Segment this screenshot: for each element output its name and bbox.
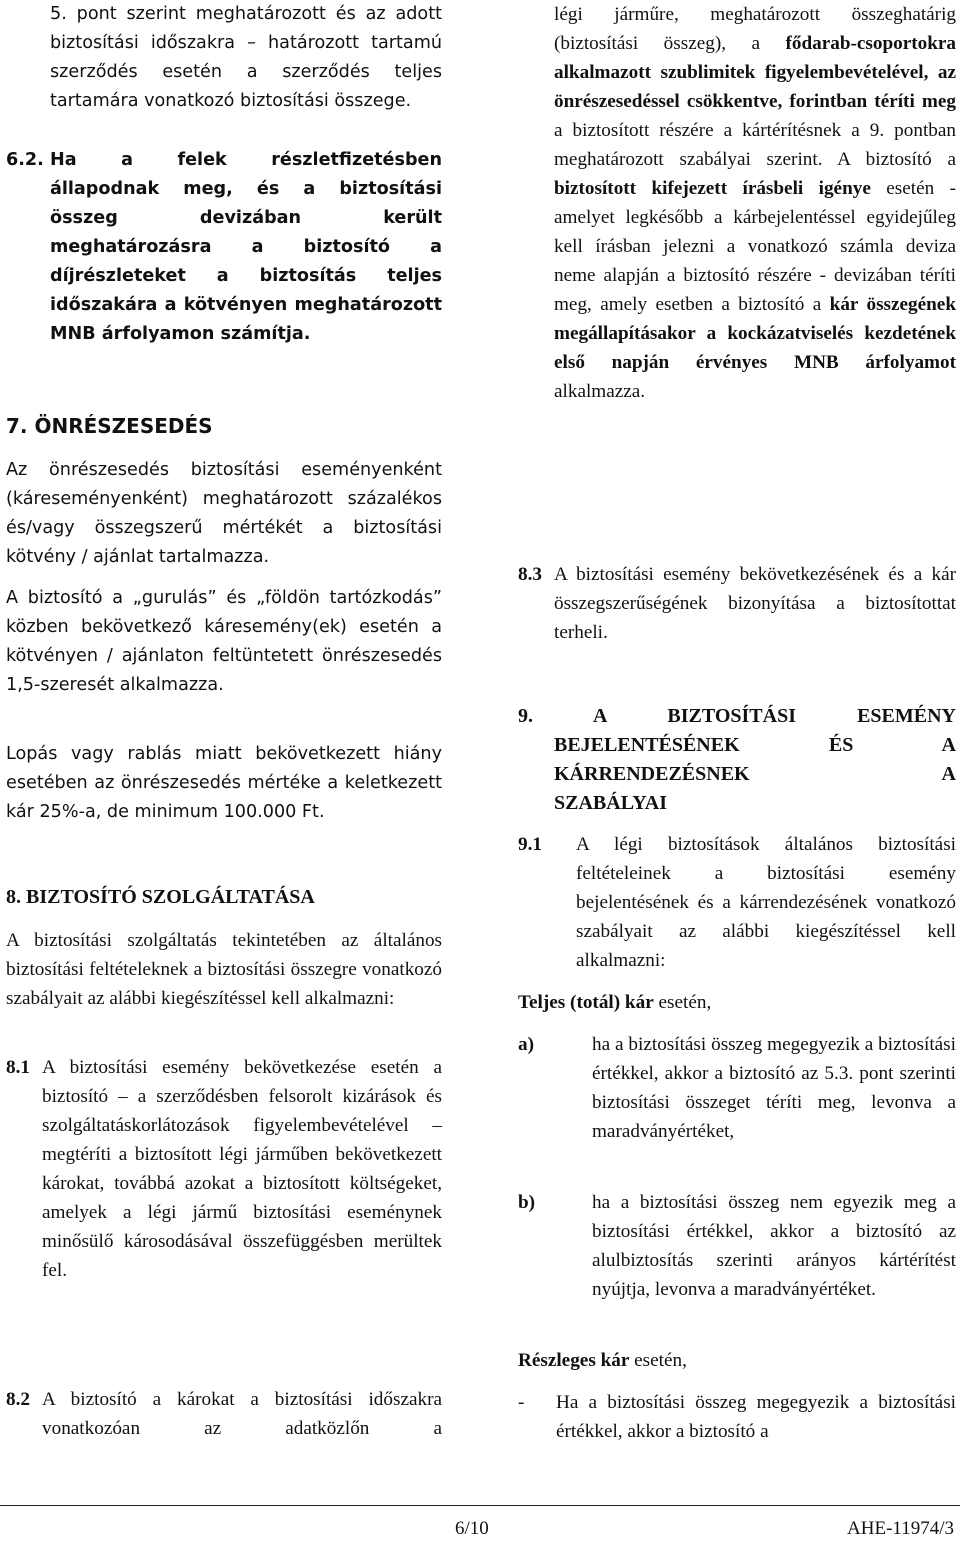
- document-code: AHE-11974/3: [847, 1518, 954, 1539]
- paragraph-8: A biztosítási szolgáltatás tekintetében az általános biztosítási feltételeknek a biztosítási összegre vonatkozó szabályait az alábbi kiegészítéssel kell alkalmazni:: [6, 930, 442, 1009]
- text-run: esetén - amelyet legkésőbb a kárbejelentéssel egyidejűleg kell írásban jelezni a vonatkozó számla deviza neme alapján a biztosító részére - devizában téríti meg, amely esetben a biztosító a: [554, 178, 956, 315]
- section-8-2: [6, 1385, 442, 1443]
- section-number: 9.1: [518, 834, 542, 855]
- paragraph-7a: Az önrészesedés biztosítási eseményenként (káreseményenként) meghatározott százalékos és/vagy összegszerű mértékét a biztosítási kötvény / ajánlat tartalmazza.: [6, 460, 442, 567]
- section-8-2-continuation: [554, 0, 956, 406]
- heading-9: [518, 702, 956, 818]
- bold-run: Részleges kár: [518, 1350, 630, 1371]
- list-text: ha a biztosítási összeg nem egyezik meg a biztosítási értékkel, akkor a biztosító az alulbiztosítás szerinti arányos kártérítést nyújtja, levonva a maradványértéket.: [592, 1192, 956, 1300]
- section-number: 8.1: [6, 1057, 30, 1078]
- total-loss-label: [518, 988, 711, 1017]
- bold-run: biztosított kifejezett írásbeli igénye: [554, 178, 871, 199]
- section-8-3: [518, 560, 956, 647]
- heading-line: BEJELENTÉSÉNEK ÉS A: [554, 734, 956, 756]
- section-text: A biztosítási esemény bekövetkezésének és a kár összegszerűségének bizonyítása a biztosítottat terheli.: [554, 564, 956, 643]
- heading-line: SZABÁLYAI: [554, 792, 668, 814]
- section-text: A légi biztosítások általános biztosítási feltételeinek a biztosítási esemény bejelentésének és a kárrendezésének vonatkozó szabályait az alábbi kiegészítéssel kell alkalmazni:: [576, 834, 956, 971]
- footer-divider: [0, 1505, 960, 1506]
- bold-run: ődarab-csoportokra alkalmazott szublimitek figyelembevételével, az önrészesedéssel csökkentve, forintban téríti meg: [554, 33, 956, 112]
- list-label: b): [518, 1192, 536, 1213]
- section-9-1: [518, 830, 956, 975]
- text-run: esetén,: [653, 992, 712, 1013]
- list-text: Ha a biztosítási összeg megegyezik a biztosítási értékkel, akkor a biztosító a: [556, 1392, 956, 1442]
- list-item-a: [518, 1030, 956, 1146]
- paragraph-5-continuation: [50, 0, 442, 116]
- list-text: ha a biztosítási összeg megegyezik a biztosítási értékkel, akkor a biztosító az 5.3. pont szerinti biztosítási összeget téríti meg, levonva a maradványértéket,: [592, 1034, 956, 1142]
- paragraph-7c: Lopás vagy rablás miatt bekövetkezett hiány esetében az önrészesedés mértéke a keletkezett kár 25%-a, de minimum 100.000 Ft.: [6, 744, 442, 822]
- partial-loss-label: [518, 1346, 687, 1375]
- bold-run: Teljes (totál) kár: [518, 992, 654, 1013]
- section-8-1: [6, 1053, 442, 1285]
- section-number: 6.2.: [6, 150, 44, 170]
- section-text: Ha a felek részletfizetésben állapodnak meg, és a biztosítási összeg devizában került meghatározásra a biztosító a díjrészleteket a biztosítás teljes időszakára a kötvényen meghatározott MNB árfolyamon számítja.: [50, 150, 442, 344]
- paragraph-7b: A biztosító a „gurulás” és „földön tartózkodás” közben bekövetkező káresemény(ek) esetén a kötvényen / ajánlaton feltüntetett önrészesedés 1,5-szeresét alkalmazza.: [6, 588, 442, 695]
- bold-run: f: [785, 33, 792, 54]
- heading-line: KÁRRENDEZÉSNEK A: [554, 763, 956, 785]
- paragraph-text: 5. pont szerint meghatározott és az adott biztosítási időszakra – határozott tartamú szerződés esetén a szerződés teljes tartamára vonatkozó biztosítási összege.: [50, 4, 442, 111]
- page-number: 6/10: [455, 1518, 489, 1539]
- heading-line: 9. A BIZTOSÍTÁSI ESEMÉNY: [518, 705, 956, 727]
- bold-run: kár összegének megállapításakor a kockázatviselés kezdetének első napján érvényes MNB árfolyamot: [554, 294, 956, 373]
- list-item-b: [518, 1188, 956, 1304]
- heading-7: 7. ÖNRÉSZESEDÉS: [6, 414, 213, 438]
- section-number: 8.3: [518, 564, 542, 585]
- text-run: esetén,: [629, 1350, 687, 1371]
- text-run: a biztosított részére a kártérítésnek a 9. pontban meghatározott szabályai szerint. A biztosító a: [554, 120, 956, 170]
- section-text: A biztosítási esemény bekövetkezése esetén a biztosító – a szerződésben felsorolt kizárások és szolgáltatáskorlátozások figyelembevételével – megtéríti a biztosított légi járműben bekövetkezett károkat, továbbá azokat a biztosított költségeket, amelyek a légi jármű biztosítási eseménynek minősülő károsodásával összefüggésben merültek fel.: [42, 1057, 442, 1281]
- list-label: a): [518, 1034, 534, 1055]
- section-6-2: [6, 146, 442, 349]
- heading-8: 8. BIZTOSÍTÓ SZOLGÁLTATÁSA: [6, 886, 315, 908]
- section-text: A biztosító a károkat a biztosítási időszakra vonatkozóan az adatközlőn a: [42, 1389, 442, 1439]
- text-run: alkalmazza.: [554, 381, 646, 402]
- dash-label: -: [518, 1392, 525, 1413]
- text-run: légi járműre, meghatározott összeghatárig (biztosítási összeg), a: [554, 4, 956, 54]
- dash-list-item: [518, 1388, 956, 1446]
- section-number: 8.2: [6, 1389, 30, 1410]
